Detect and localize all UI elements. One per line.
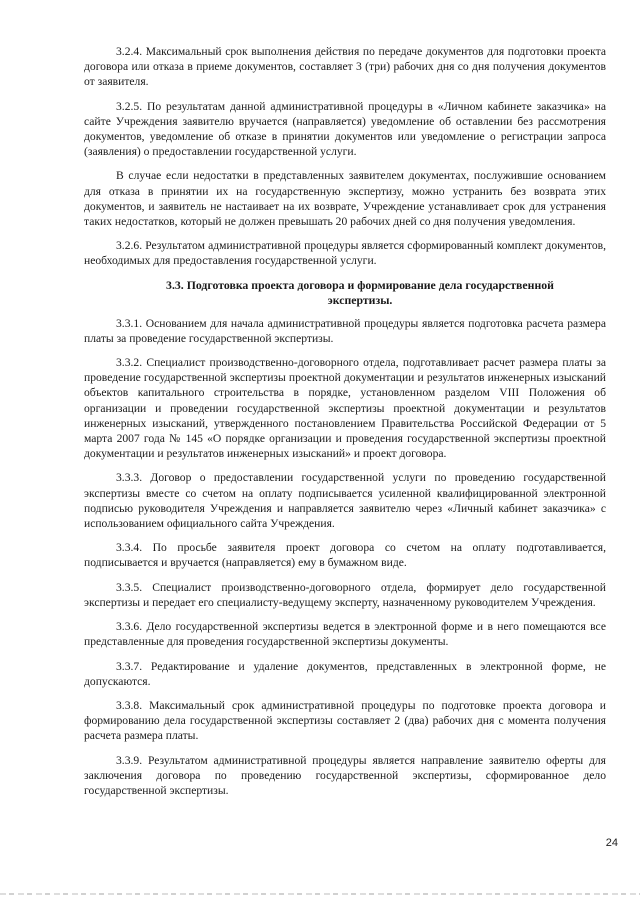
- paragraph-3-3-6: 3.3.6. Дело государственной экспертизы ведется в электронной форме и в него помещаются все представленные для проведения государственной экспертизы документы.: [84, 620, 606, 649]
- paragraph-3-3-8: 3.3.8. Максимальный срок административной процедуры по подготовке проекта договора и формированию дела государственной экспертизы составляет 2 (два) рабочих дня с момента получения расчета размера платы.: [84, 698, 606, 743]
- paragraph-3-3-1: 3.3.1. Основанием для начала административной процедуры является подготовка расчета размера платы за проведение государственной экспертизы.: [84, 316, 606, 345]
- paragraph-3-3-9: 3.3.9. Результатом административной процедуры является направление заявителю оферты для заключения договора по проведению государственной экспертизы, сформированное дело государственной экспертизы.: [84, 753, 606, 797]
- paragraph-3-2-6: 3.2.6. Результатом административной процедуры является сформированный комплект документов, необходимых для предоставления государственной услуги.: [84, 239, 606, 268]
- document-page: [84, 44, 606, 807]
- paragraph-3-2-4: 3.2.4. Максимальный срок выполнения действия по передаче документов для подготовки проекта договора или отказа в приеме документов, составляет 3 (три) рабочих дня со дня получения документов от заявителя.: [84, 45, 606, 89]
- paragraph-shortcomings: В случае если недостатки в представленных заявителем документах, послужившие основанием для отказа в принятии их на государственную экспертизу, можно устранить без возврата этих документов, и заявитель не настаивает на их возврате, Учреждение устанавливает срок для устранения таких недостатков, который не должен превышать 20 рабочих дней со дня получения уведомления.: [84, 169, 606, 229]
- paragraph-3-3-4: 3.3.4. По просьбе заявителя проект договора со счетом на оплату подготавливается, подписывается и вручается (направляется) ему в бумажном виде.: [84, 541, 606, 570]
- page-number: 24: [605, 837, 618, 849]
- paragraph-3-3-5: 3.3.5. Специалист производственно-договорного отдела, формирует дело государственной экспертизы и передает его специалисту-ведущему эксперту, назначенному руководителем Учреждения.: [84, 580, 606, 609]
- paragraph-3-2-5: 3.2.5. По результатам данной административной процедуры в «Личном кабинете заказчика» на сайте Учреждения заявителю вручается (направляется) уведомление об оставлении без рассмотрения документов, уведомление об отказе в принятии документов или уведомление о регистрации запроса (заявления) о предоставлении государственной услуги.: [84, 99, 606, 159]
- section-heading-3-3: 3.3. Подготовка проекта договора и формирование дела государственной экспертизы.: [166, 277, 554, 307]
- paragraph-3-3-2: 3.3.2. Специалист производственно-договорного отдела, подготавливает расчет размера платы за проведение государственной экспертизы проектной документации и результатов инженерных изысканий объектов капитального строительства в порядке, установленном разделом VIII Положения об организации и проведении государственной экспертизы проектной документации и результатов инженерных изысканий, утвержденного постановлением Правительства Российской Федерации от 5 марта 2007 года № 145 «О порядке организации и проведения государственной экспертизы проектной документации и результатов инженерных изысканий» и проект договора.: [84, 356, 606, 461]
- paragraph-3-3-3: 3.3.3. Договор о предоставлении государственной услуги по проведению государственной экспертизы вместе со счетом на оплату подписывается усиленной квалифицированной электронной подписью руководителя Учреждения и направляется заявителю через «Личный кабинет заказчика» с использованием официального сайта Учреждения.: [84, 471, 606, 531]
- paragraph-3-3-7: 3.3.7. Редактирование и удаление документов, представленных в электронной форме, не допускаются.: [84, 659, 606, 688]
- scan-edge-artifact: [0, 893, 640, 895]
